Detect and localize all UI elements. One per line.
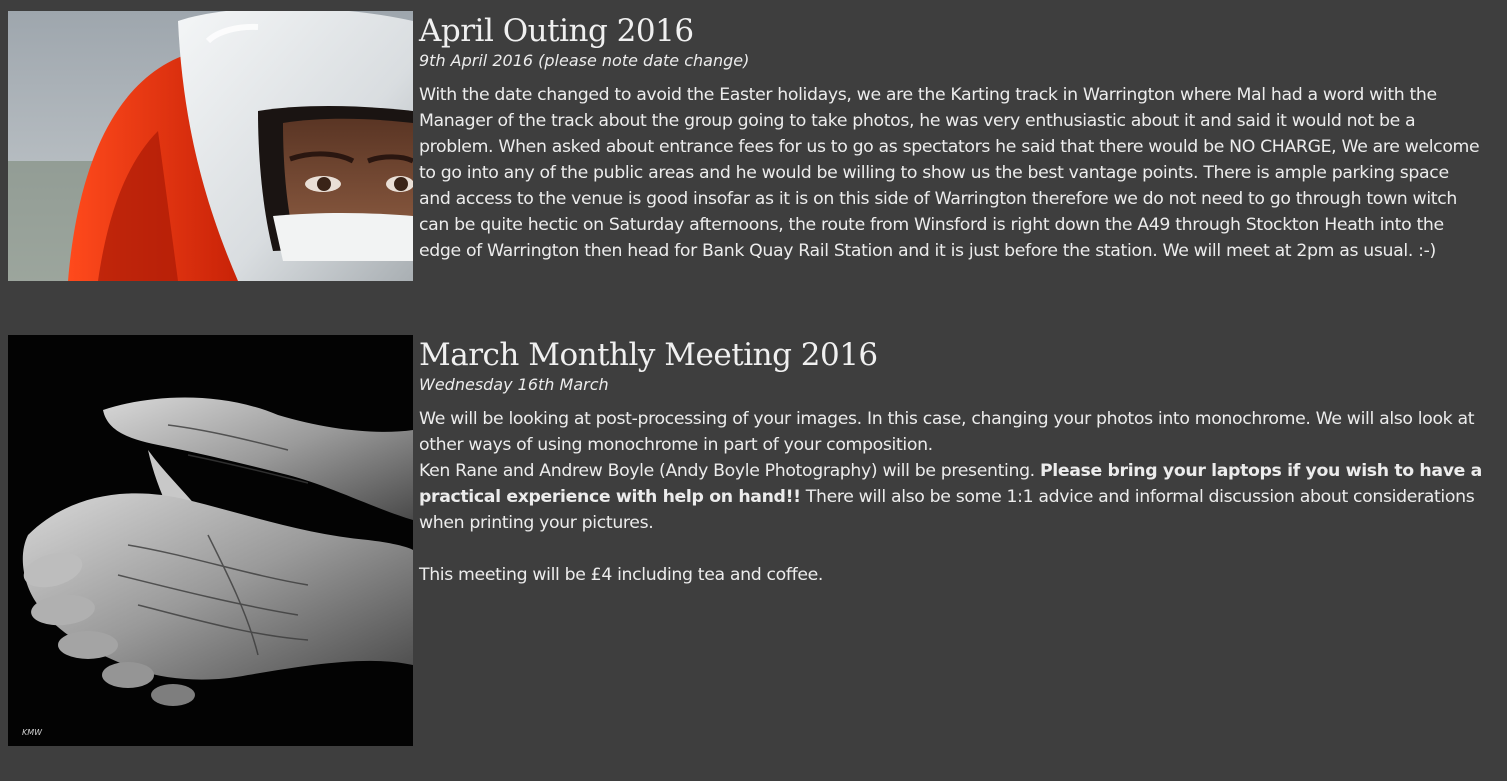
post-body xyxy=(419,335,1484,588)
paragraph-line-2-start: Ken Rane and Andrew Boyle (Andy Boyle Photography) will be presenting. xyxy=(419,461,1040,481)
post-body xyxy=(419,11,1484,264)
monochrome-hands-photo-icon xyxy=(8,335,413,746)
post-date: 9th April 2016 (please note date change) xyxy=(419,51,750,70)
laptop-notice: Please bring your laptops if you wish to have a practical experience with help on hand!! xyxy=(419,461,1482,507)
post-image-hands[interactable] xyxy=(8,335,413,746)
post-title[interactable]: March Monthly Meeting 2016 xyxy=(419,337,878,373)
post-date: Wednesday 16th March xyxy=(419,375,609,394)
post-image-racing-driver[interactable] xyxy=(8,11,413,281)
watermark: KMW xyxy=(22,728,43,737)
post-paragraph xyxy=(419,406,1484,536)
post-paragraph: With the date changed to avoid the Easter holidays, we are the Karting track in Warrington where Mal had a word with the Manager of the track about the group going to take photos, he was very enthusiastic about it and said it would not be a problem. When asked about entrance fees for us to go as spectators he said that there would be NO CHARGE, We are welcome to go into any of the public areas and he would be willing to show us the best vantage points. There is ample parking space and access to the venue is good insofar as it is on this side of Warrington therefore we do not need to go through town witch can be quite hectic on Saturday afternoons, the route from Winsford is right down the A49 through Stockton Heath into the edge of Warrington then head for Bank Quay Rail Station and it is just before the station. We will meet at 2pm as usual. :-) xyxy=(419,85,1480,261)
paragraph-line-2-end: There will also be some 1:1 advice and informal discussion about considerations when printing your pictures. xyxy=(419,487,1475,533)
paragraph-line-1: We will be looking at post-processing of your images. In this case, changing your photos into monochrome. We will also look at other ways of using monochrome in part of your composition. xyxy=(419,409,1475,455)
racing-driver-helmet-photo-icon xyxy=(8,11,413,281)
post-title[interactable]: April Outing 2016 xyxy=(419,13,694,49)
price-note: This meeting will be £4 including tea and coffee. xyxy=(419,565,824,585)
